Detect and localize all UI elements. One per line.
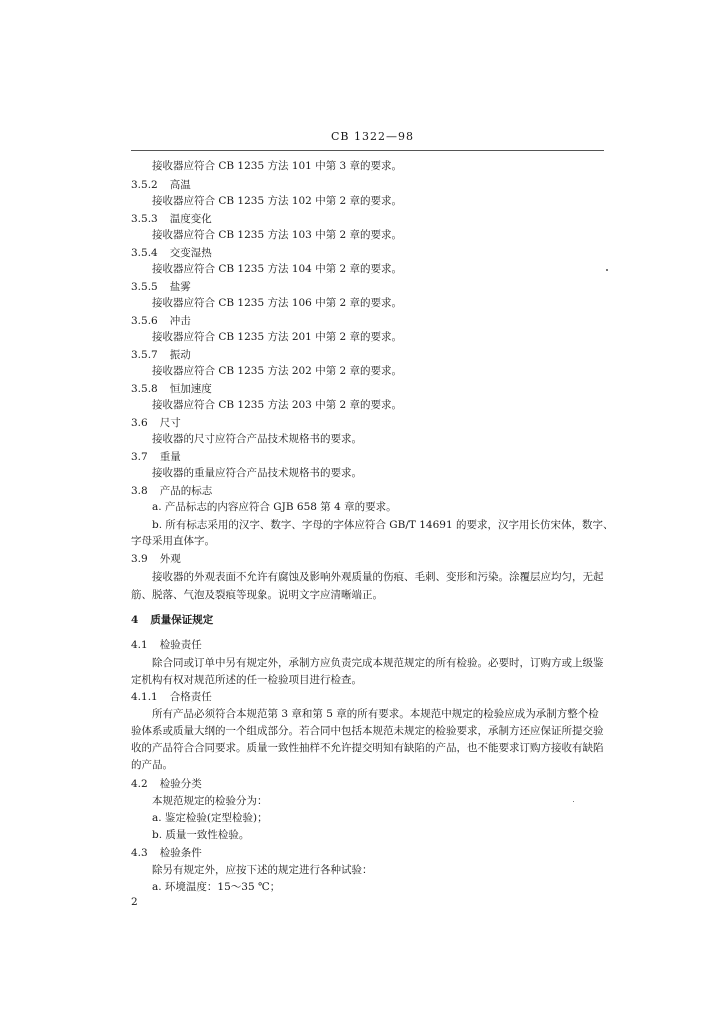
section-line [131, 280, 191, 294]
section-line [131, 846, 202, 860]
body-line [131, 741, 604, 755]
line-text: 高温 [169, 179, 191, 191]
line-text: 接收器应符合 CB 1235 方法 103 中第 2 章的要求。 [152, 229, 403, 241]
body-line [152, 880, 280, 894]
line-text: 字母采用直体字。 [131, 535, 215, 547]
section-line [131, 638, 202, 652]
section-number: 3.5.4 [131, 247, 158, 259]
line-text: b. 所有标志采用的汉字、数字、字母的字体应符合 GB/T 14691 的要求，汉字用长仿宋体，数字、 [152, 519, 614, 531]
line-text: 检验责任 [159, 639, 202, 651]
line-text: 所有产品必须符合本规范第 3 章和第 5 章的所有要求。本规范中规定的检验应成为承制方整个检 [152, 708, 599, 720]
line-text: 筋、脱落、气泡及裂痕等现象。说明文字应清晰端正。 [131, 589, 383, 601]
scan-speck [606, 269, 608, 271]
line-text: 接收器的重量应符合产品技术规格书的要求。 [152, 467, 362, 479]
line-text: 交变湿热 [169, 247, 212, 259]
section-line [131, 314, 191, 328]
line-text: 接收器应符合 CB 1235 方法 106 中第 2 章的要求。 [152, 297, 403, 309]
body-line [152, 518, 613, 532]
line-text: 检验条件 [159, 847, 202, 859]
body-line [152, 262, 402, 276]
body-line [152, 330, 402, 344]
section-number: 3.5.3 [131, 213, 158, 225]
section-number: 3.7 [131, 451, 148, 463]
line-text: 冲击 [169, 315, 191, 327]
line-text: 恒加速度 [169, 383, 212, 395]
line-text: 除合同或订单中另有规定外，承制方应负责完成本规范规定的所有检验。必要时，订购方或上级鉴 [152, 657, 604, 669]
section-line [131, 450, 181, 464]
line-text: 产品的标志 [159, 485, 213, 497]
body-line [131, 534, 215, 548]
section-number: 4.1.1 [131, 691, 158, 703]
body-line [152, 828, 249, 842]
line-text: 外观 [159, 553, 181, 565]
line-text: 验体系或质量大纲的一个组成部分。若合同中包括本规范未规定的检验要求，承制方还应保证所提交验 [131, 725, 604, 737]
section-line [131, 212, 212, 226]
body-line [152, 432, 362, 446]
line-text: 接收器的尺寸应符合产品技术规格书的要求。 [152, 433, 362, 445]
line-text: 定机构有权对规范所述的任一检验项目进行检查。 [131, 674, 362, 686]
body-line [152, 863, 373, 877]
header-code: CB 1322—98 [331, 130, 414, 143]
line-text: 接收器应符合 CB 1235 方法 101 中第 3 章的要求。 [152, 160, 403, 172]
body-line [131, 758, 173, 772]
section-number: 3.5.5 [131, 281, 158, 293]
section-number: 3.8 [131, 485, 148, 497]
line-text: 振动 [169, 349, 191, 361]
line-text: 尺寸 [159, 417, 181, 429]
section-line [131, 552, 181, 566]
section-number: 3.5.7 [131, 349, 158, 361]
body-line [152, 811, 268, 825]
section-number: 3.5.6 [131, 315, 158, 327]
line-text: 重量 [159, 451, 181, 463]
line-text: 合格责任 [169, 691, 212, 703]
body-line [152, 500, 397, 514]
section-line [131, 484, 212, 498]
line-text: 接收器应符合 CB 1235 方法 102 中第 2 章的要求。 [152, 195, 403, 207]
line-text: 收的产品符合合同要求。质量一致性抽样不允许提交明知有缺陷的产品，也不能要求订购方接收有缺陷 [131, 742, 604, 754]
section-number: 3.5.2 [131, 179, 158, 191]
body-line [152, 159, 402, 173]
body-line [131, 588, 383, 602]
body-line [152, 707, 599, 721]
section-number: 4.2 [131, 778, 148, 790]
body-line [152, 794, 268, 808]
scan-speck [573, 801, 574, 802]
body-line [152, 656, 604, 670]
line-text: a. 产品标志的内容应符合 GJB 658 第 4 章的要求。 [152, 501, 397, 513]
line-text: 接收器应符合 CB 1235 方法 104 中第 2 章的要求。 [152, 263, 403, 275]
section-number: 3.6 [131, 417, 148, 429]
body-line [152, 194, 402, 208]
line-text: 质量保证规定 [150, 614, 214, 626]
body-line [152, 398, 402, 412]
section-line [131, 348, 191, 362]
section-line [131, 382, 212, 396]
section-line [131, 246, 212, 260]
line-text: 本规范规定的检验分为： [152, 795, 268, 807]
line-text: 检验分类 [159, 778, 202, 790]
section-number: 4.3 [131, 847, 148, 859]
body-line [152, 296, 402, 310]
line-text: 接收器应符合 CB 1235 方法 203 中第 2 章的要求。 [152, 399, 403, 411]
section-number: 4 [131, 614, 139, 626]
line-text: a. 鉴定检验(定型检验)； [152, 812, 268, 824]
section-line [131, 613, 213, 627]
line-text: 除另有规定外，应按下述的规定进行各种试验： [152, 864, 373, 876]
line-text: 盐雾 [169, 281, 191, 293]
page-number: 2 [131, 896, 138, 908]
line-text: 的产品。 [131, 759, 173, 771]
line-text: a. 环境温度：15～35 ℃； [152, 881, 281, 893]
body-line [152, 466, 362, 480]
section-number: 3.5.8 [131, 383, 158, 395]
body-line [152, 228, 402, 242]
section-line [131, 178, 191, 192]
body-line [131, 673, 362, 687]
line-text: 接收器应符合 CB 1235 方法 201 中第 2 章的要求。 [152, 331, 403, 343]
section-line [131, 777, 202, 791]
section-number: 3.9 [131, 553, 148, 565]
section-line [131, 690, 212, 704]
line-text: b. 质量一致性检验。 [152, 829, 250, 841]
body-line [152, 570, 604, 584]
section-line [131, 416, 181, 430]
line-text: 接收器应符合 CB 1235 方法 202 中第 2 章的要求。 [152, 365, 403, 377]
line-text: 温度变化 [169, 213, 212, 225]
line-text: 接收器的外观表面不允许有腐蚀及影响外观质量的伤痕、毛刺、变形和污染。涂覆层应均匀，无起 [152, 571, 604, 583]
body-line [131, 724, 604, 738]
body-line [152, 364, 402, 378]
section-number: 4.1 [131, 639, 148, 651]
